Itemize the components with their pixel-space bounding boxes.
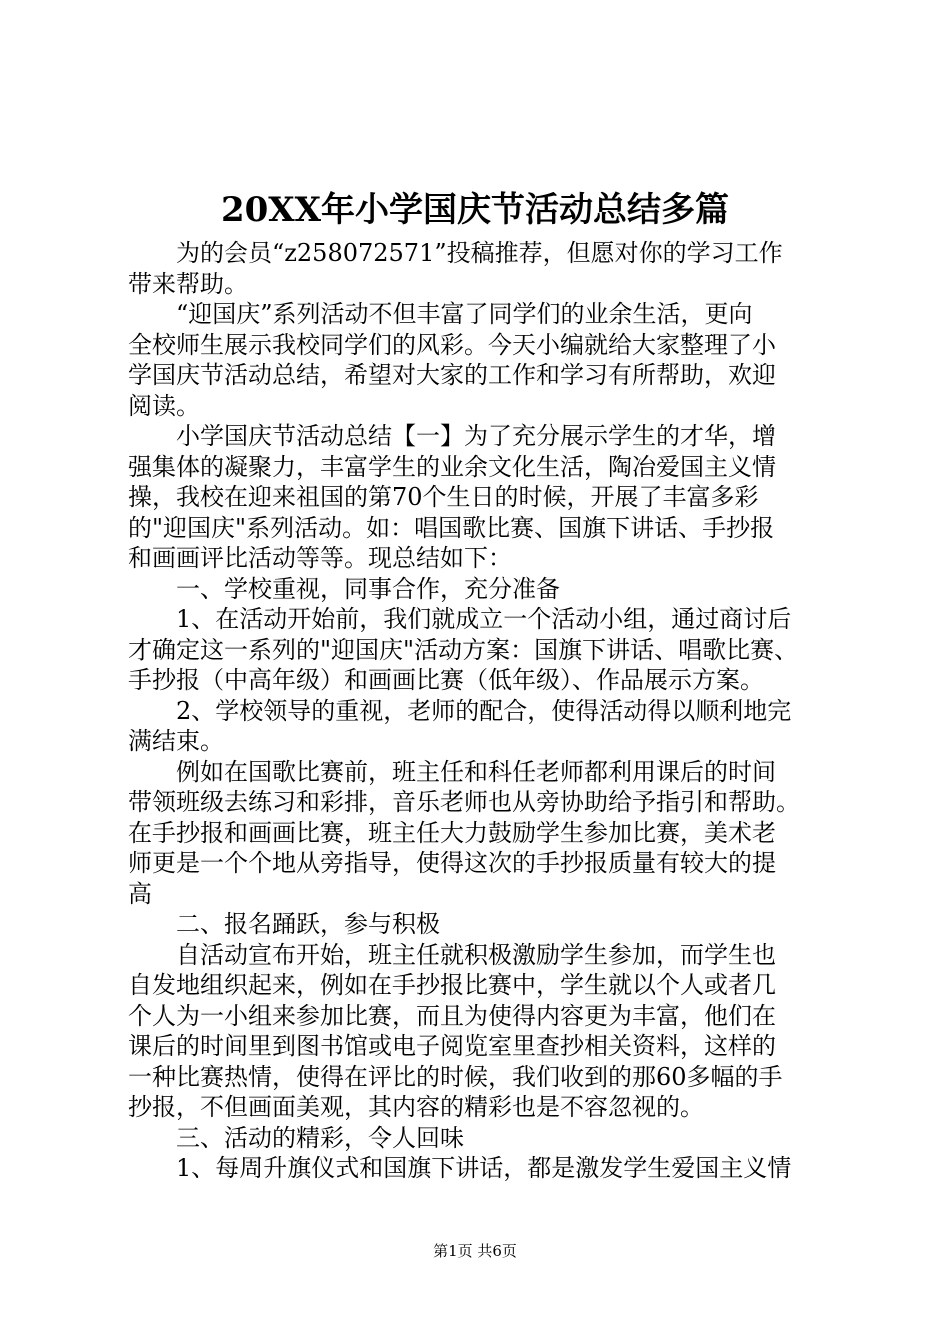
text-line: 自活动宣布开始，班主任就积极激励学生参加，而学生也 — [128, 940, 776, 969]
text-line: 和画画评比活动等等。现总结如下： — [128, 544, 512, 572]
text-line: 2、学校领导的重视，老师的配合，使得活动得以顺利地完 — [128, 696, 792, 725]
text-line: 1、每周升旗仪式和国旗下讲话，都是激发学生爱国主义情 — [128, 1154, 792, 1182]
text-line: 在手抄报和画画比赛，班主任大力鼓励学生参加比赛，美术老 — [128, 818, 776, 847]
text-line: 三、活动的精彩，令人回味 — [128, 1123, 464, 1152]
text-line: 学国庆节活动总结，希望对大家的工作和学习有所帮助，欢迎 — [128, 361, 776, 389]
document-title: 20XX年小学国庆节活动总结多篇 — [220, 190, 730, 230]
text-line: 才确定这一系列的"迎国庆"活动方案：国旗下讲话、唱歌比赛、 — [128, 635, 799, 664]
text-line: “迎国庆”系列活动不但丰富了同学们的业余生活，更向 — [128, 300, 753, 328]
text-line: 手抄报（中高年级）和画画比赛（低年级）、作品展示方案。 — [128, 666, 764, 694]
text-line: 师更是一个个地从旁指导，使得这次的手抄报质量有较大的提 — [128, 849, 776, 877]
text-line: 二、报名踊跃，参与积极 — [128, 910, 440, 938]
text-line: 为的会员“z258072571”投稿推荐，但愿对你的学习工作 — [128, 239, 783, 267]
text-line: 的"迎国庆"系列活动。如：唱国歌比赛、国旗下讲话、手抄报 — [128, 513, 775, 542]
text-line: 全校师生展示我校同学们的风彩。今天小编就给大家整理了小 — [128, 330, 776, 359]
document-body — [128, 238, 834, 1184]
text-line: 带来帮助。 — [128, 269, 248, 298]
text-line: 抄报，不但画面美观，其内容的精彩也是不容忽视的。 — [128, 1093, 704, 1121]
text-line: 一、学校重视，同事合作，充分准备 — [128, 574, 560, 603]
text-line: 课后的时间里到图书馆或电子阅览室里查抄相关资料，这样的 — [128, 1032, 776, 1060]
text-line: 带领班级去练习和彩排，音乐老师也从旁协助给予指引和帮助。 — [128, 788, 800, 816]
text-line: 个人为一小组来参加比赛，而且为使得内容更为丰富，他们在 — [128, 1001, 776, 1030]
text-line: 例如在国歌比赛前，班主任和科任老师都利用课后的时间 — [128, 757, 776, 786]
text-line: 自发地组织起来，例如在手抄报比赛中，学生就以个人或者几 — [128, 971, 776, 999]
text-line: 满结束。 — [128, 727, 224, 755]
page-footer: 第1页 共6页 — [433, 1242, 517, 1260]
text-line: 强集体的凝聚力，丰富学生的业余文化生活，陶冶爱国主义情 — [128, 452, 776, 481]
text-line: 一种比赛热情，使得在评比的时候，我们收到的那60多幅的手 — [128, 1062, 783, 1091]
text-line: 1、在活动开始前，我们就成立一个活动小组，通过商讨后 — [128, 605, 792, 633]
text-line: 操，我校在迎来祖国的第70个生日的时候，开展了丰富多彩 — [128, 483, 759, 511]
text-line: 阅读。 — [128, 391, 200, 420]
text-line: 高 — [128, 879, 152, 908]
text-line: 小学国庆节活动总结【一】为了充分展示学生的才华，增 — [128, 422, 776, 450]
